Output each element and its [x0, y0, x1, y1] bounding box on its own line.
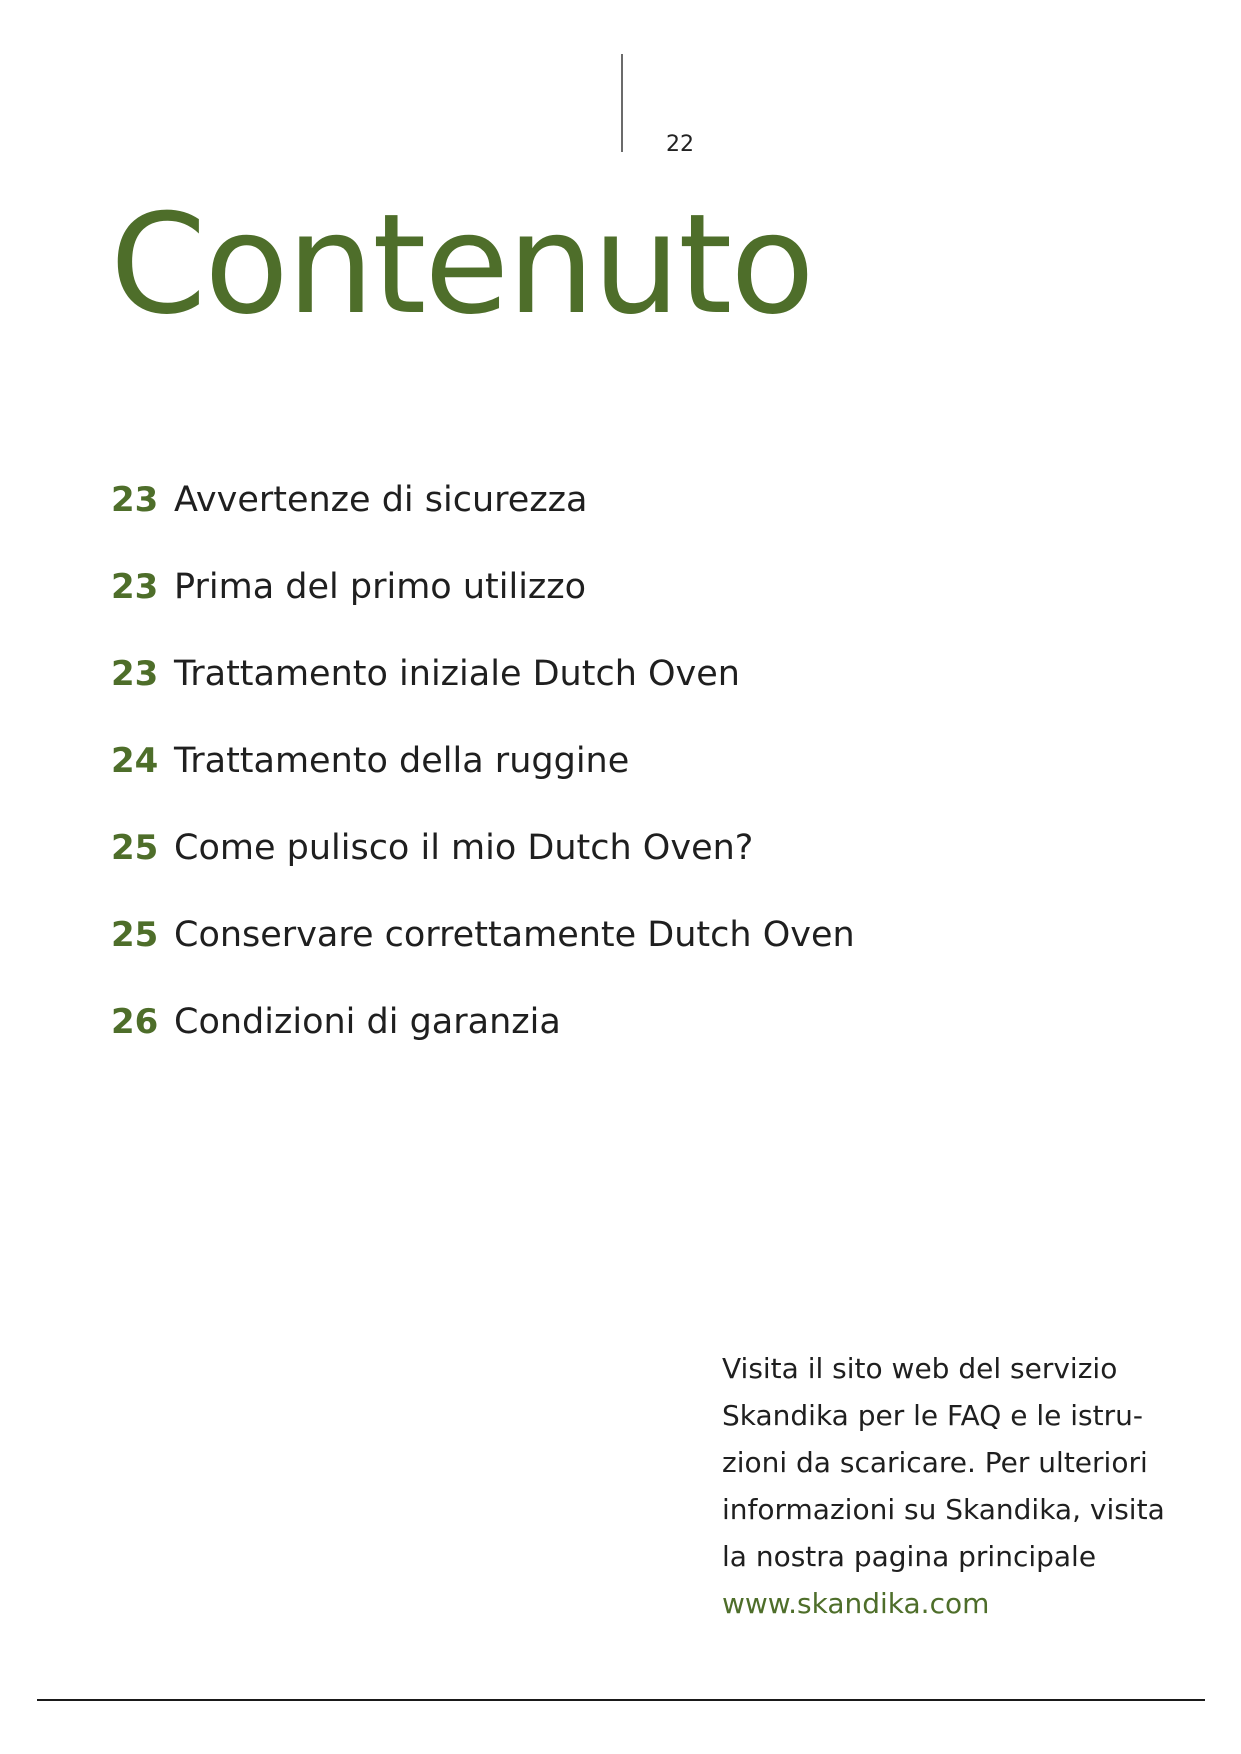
toc-entry[interactable]	[111, 828, 855, 915]
toc-label: Trattamento della ruggine	[174, 741, 630, 781]
toc-entry[interactable]	[111, 654, 855, 741]
info-line: zioni da scaricare. Per ulteriori	[722, 1446, 1148, 1479]
toc-page-number: 23	[111, 654, 159, 694]
toc-page-number: 23	[111, 567, 159, 607]
toc-label: Condizioni di garanzia	[174, 1002, 561, 1042]
service-info-paragraph	[722, 1345, 1182, 1627]
page-title: Contenuto	[110, 184, 813, 345]
footer-divider	[37, 1699, 1205, 1701]
toc-label: Avvertenze di sicurezza	[174, 480, 588, 520]
toc-entry[interactable]	[111, 567, 855, 654]
website-link[interactable]: www.skandika.com	[722, 1587, 990, 1620]
toc-label: Come pulisco il mio Dutch Oven?	[174, 828, 754, 868]
toc-page-number: 23	[111, 480, 159, 520]
toc-page-number: 24	[111, 741, 159, 781]
toc-page-number: 25	[111, 828, 159, 868]
info-line: informazioni su Skandika, visita	[722, 1493, 1165, 1526]
toc-label: Trattamento iniziale Dutch Oven	[174, 654, 740, 694]
info-line: Visita il sito web del servizio	[722, 1352, 1118, 1385]
toc-page-number: 26	[111, 1002, 159, 1042]
toc-page-number: 25	[111, 915, 159, 955]
toc-label: Prima del primo utilizzo	[174, 567, 587, 607]
toc-label: Conservare correttamente Dutch Oven	[174, 915, 855, 955]
header-divider	[621, 54, 623, 152]
toc-entry[interactable]	[111, 1002, 855, 1089]
toc-entry[interactable]	[111, 480, 855, 567]
info-line: Skandika per le FAQ e le istru-	[722, 1399, 1143, 1432]
page-number: 22	[666, 132, 694, 157]
table-of-contents	[111, 480, 855, 1089]
info-line: la nostra pagina principale	[722, 1540, 1097, 1573]
toc-entry[interactable]	[111, 741, 855, 828]
toc-entry[interactable]	[111, 915, 855, 1002]
